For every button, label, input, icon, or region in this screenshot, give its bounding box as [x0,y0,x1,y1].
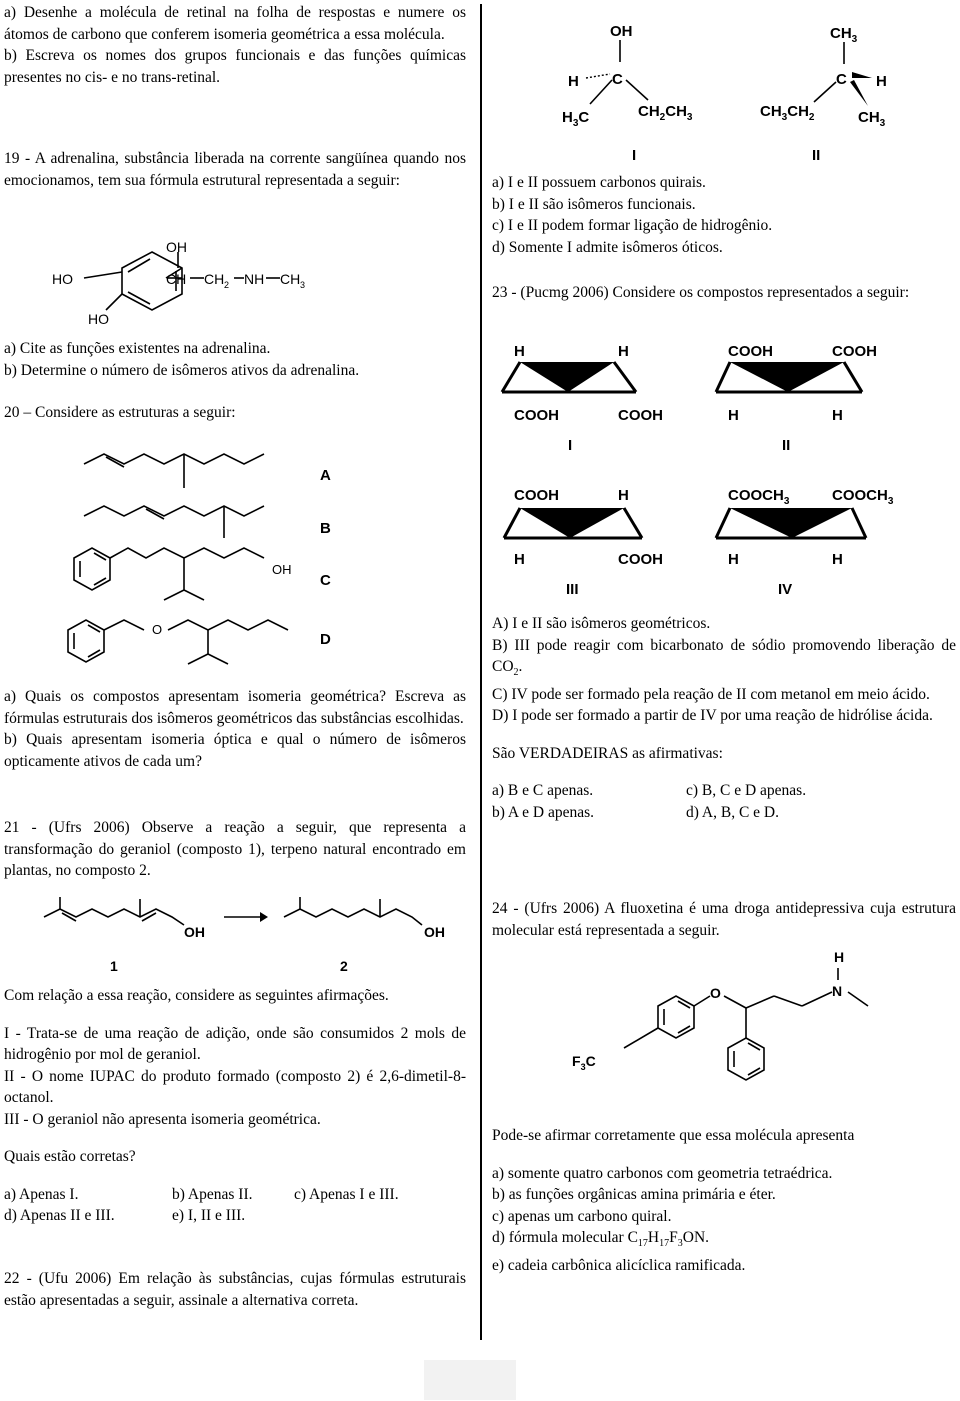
q21-option-b[interactable]: b) Apenas II. [172,1185,253,1203]
q22-intro: 22 - (Ufu 2006) Em relação às substâncias, cujas fórmulas estruturais estão apresentadas a seguir, assinale a alternativa correta. [4,1270,466,1309]
q21-option-d[interactable]: d) Apenas II e III. [4,1207,115,1224]
struct2-h: H [876,73,887,90]
q23-intro: 23 - (Pucmg 2006) Considere os compostos representados a seguir: [492,284,910,301]
q20-oh: OH [272,562,292,577]
compound-1-label: 1 [110,958,118,974]
struct2-ch3-bottom: $CH_3$ [858,109,886,129]
q23-option-b[interactable]: b) A e D apenas. [492,803,595,821]
struct1-c: C [612,71,623,88]
q23-iv-h2: H [832,551,843,568]
struct2-label: II [812,147,821,164]
q24-option-d[interactable]: d) fórmula molecular $C_{17}H_{17}F_3ON$. [492,1229,710,1250]
q19-item-b: b) Determine o número de isômeros ativos da adrenalina. [4,361,360,379]
q22-option-a[interactable]: a) I e II possuem carbonos quirais. [492,174,706,191]
q24-option-a[interactable]: a) somente quatro carbonos com geometria tetraédrica. [492,1164,833,1182]
geraniol-oh: OH [184,924,205,940]
q20-items [4,686,466,772]
q23-option-a[interactable]: a) B e C apenas. [492,782,594,800]
q23-iii-cooh1: COOH [514,487,559,504]
q23-label-iii: III [566,581,579,598]
q22-block [4,1268,466,1311]
fluoxetine-o: O [710,985,721,1001]
q21-option-c[interactable]: c) Apenas I e III. [294,1185,399,1203]
q21-statement-ii: II - O nome IUPAC do produto formado (composto 2) é 2,6-dimetil-8-octanol. [4,1067,466,1106]
q18-block [4,2,466,88]
adrenaline-ch2: CH [204,271,225,287]
q23-option-d[interactable]: d) A, B, C e D. [686,803,779,821]
q19-block [4,148,466,191]
q23-statement-c: C) IV pode ser formado pela reação de II com metanol em meio ácido. [492,685,930,703]
struct1-h3c: $H_3C$ [562,109,590,129]
page-footer-box [424,1360,516,1400]
q20-item-a: a) Quais os compostos apresentam isomeria geométrica? Escreva as fórmulas estruturais dos isômeros geométricos das substâncias escolhidas. [4,688,466,727]
q23-ii-cooh1: COOH [728,343,773,360]
q19-intro: 19 - A adrenalina, substância liberada na corrente sangüínea quando nos emocionamos, tem sua fórmula estrutural representada a seguir: [4,150,466,189]
adrenaline-ho-2: HO [88,311,109,327]
adrenaline-ch3: CH [280,271,301,287]
adrenaline-structure [44,232,344,332]
q22-option-c[interactable]: c) I e II podem formar ligação de hidrogênio. [492,217,773,234]
q21-block [4,817,466,882]
q18-item-b: b) Escreva os nomes dos grupos funcionais e das funções químicas presentes no cis- e no trans-retinal. [4,47,466,86]
q20-intro: 20 – Considere as estruturas a seguir: [4,404,236,421]
q23-block [492,282,956,304]
q21-statement-i: I - Trata-se de uma reação de adição, onde são consumidos 2 mols de hidrogênio por mol de geraniol. [4,1024,466,1063]
q23-statement-a: A) I e II são isômeros geométricos. [492,615,711,632]
q23-question: São VERDADEIRAS as afirmativas: [492,744,723,762]
q22-options [492,172,956,258]
q22-option-d[interactable]: d) Somente I admite isômeros óticos. [492,238,723,256]
q18-item-a: a) Desenhe a molécula de retinal na folha de respostas e numere os átomos de carbono que conferem isomeria geométrica a essa molécula. [4,4,466,43]
q20-label-c: C [320,572,331,589]
q23-i-cooh2: COOH [618,407,663,424]
compound-2-label: 2 [340,958,348,974]
q21-option-a[interactable]: a) Apenas I. [4,1185,79,1203]
geraniol-reaction [34,895,464,975]
product-oh: OH [424,924,445,940]
q23-i-cooh1: COOH [514,407,559,424]
q21-relation: Com relação a essa reação, considere as seguintes afirmações. [4,987,389,1004]
q23-iii-cooh2: COOH [618,551,663,568]
struct1-ch2ch3: $CH_2CH_3$ [638,103,693,123]
struct2-c: C [836,71,847,88]
q23-i-h2: H [618,343,629,360]
q23-ii-h2: H [832,407,843,424]
q20-block [4,402,466,424]
q21-intro: 21 - (Ufrs 2006) Observe a reação a seguir, que representa a transformação do geraniol (composto 1), terpeno natural encontrado em plantas, no composto 2. [4,819,466,879]
q24-option-b[interactable]: b) as funções orgânicas amina primária e éter. [492,1186,776,1203]
q24-intro: 24 - (Ufrs 2006) A fluoxetina é uma droga antidepressiva cuja estrutura molecular está representada a seguir. [492,900,956,939]
struct2-ch3-top: $CH_3$ [830,25,858,45]
adrenaline-ch: CH [166,271,187,287]
q23-statement-b: B) III pode reagir com bicarbonato de sódio promovendo liberação de $CO_2$. [492,636,956,679]
adrenaline-oh: OH [166,239,187,255]
q20-label-d: D [320,631,331,648]
adrenaline-ch2-sub: 2 [224,280,230,290]
q23-label-iv: IV [778,581,793,598]
q21-option-e[interactable]: e) I, II e III. [172,1207,246,1224]
fluoxetine-n: N [832,983,843,999]
struct1-h: H [568,73,579,90]
q23-iii-h1: H [618,487,629,504]
q21-statements [4,985,466,1227]
q24-block [492,898,956,941]
q24-option-c[interactable]: c) apenas um carbono quiral. [492,1207,672,1225]
fluoxetine-h: H [834,949,845,965]
q23-label-i: I [568,437,573,454]
struct1-label: I [632,147,637,164]
q23-label-ii: II [782,437,791,454]
q19-items [4,338,466,381]
q24-options [492,1125,956,1276]
q23-iii-h2: H [514,551,525,568]
q23-iv-h1: H [728,551,739,568]
q23-ii-cooh2: COOH [832,343,877,360]
adrenaline-ch3-sub: 3 [300,280,306,290]
q23-i-h1: H [514,343,525,360]
column-divider [480,4,482,1340]
q20-label-a: A [320,467,331,484]
q20-structures [44,440,364,670]
q20-o: O [152,622,163,637]
fluoxetine-structure [562,944,892,1114]
q23-statement-d: D) I pode ser formado a partir de IV por uma reação de hidrólise ácida. [492,707,933,725]
q19-item-a: a) Cite as funções existentes na adrenalina. [4,340,271,357]
adrenaline-nh: NH [244,271,265,287]
adrenaline-ho-1: HO [52,271,73,287]
q24-question: Pode-se afirmar corretamente que essa molécula apresenta [492,1127,855,1144]
q23-statements [492,613,956,823]
q22-option-b[interactable]: b) I e II são isômeros funcionais. [492,195,696,213]
q23-option-c[interactable]: c) B, C e D apenas. [686,782,807,800]
q23-iv-cooch3-1: $COOCH_3$ [728,487,790,507]
q20-item-b: b) Quais apresentam isomeria óptica e qual o número de isômeros opticamente ativos de cada um? [4,731,466,770]
struct1-oh: OH [610,23,633,40]
q20-label-b: B [320,520,331,537]
q23-ii-h1: H [728,407,739,424]
q24-option-e[interactable]: e) cadeia carbônica alicíclica ramificada. [492,1256,746,1274]
q23-structures [492,336,956,606]
fluoxetine-f3c: $F_3C$ [572,1053,596,1072]
struct2-ch3ch2: $CH_3CH_2$ [760,103,815,123]
q21-statement-iii: III - O geraniol não apresenta isomeria geométrica. [4,1110,321,1128]
q22-structures [552,14,952,164]
q23-iv-cooch3-2: $COOCH_3$ [832,487,894,507]
q21-question: Quais estão corretas? [4,1148,136,1165]
